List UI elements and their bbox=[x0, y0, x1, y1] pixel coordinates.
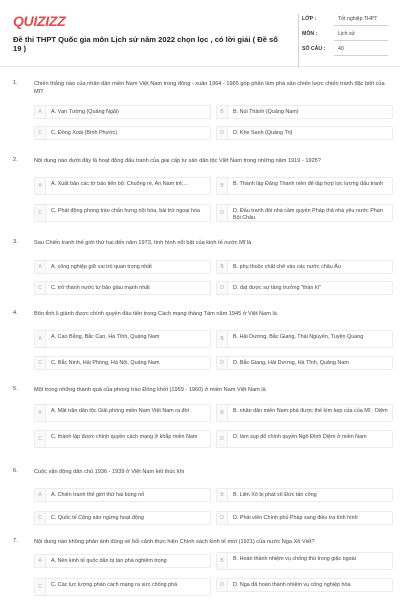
meta-row-grade bbox=[298, 14, 388, 29]
option-a[interactable]: A A. Nền kinh tế quốc dân bị tàn phá nghiêm trọng bbox=[34, 554, 211, 568]
meta-row-subject bbox=[298, 29, 388, 44]
option-d[interactable]: D D. Nga đã hoàn thành nhiệm vụ công nghiệp hóa bbox=[216, 578, 393, 592]
header-divider bbox=[0, 66, 400, 67]
meta-value: Tốt nghiệp THPT bbox=[338, 16, 378, 22]
option-c[interactable]: C C. trở thành nước tư bản giàu mạnh nhất bbox=[34, 281, 211, 295]
option-b[interactable]: B B. phụ thuộc chặt chẽ vào các nước châu Âu bbox=[216, 260, 393, 274]
option-d[interactable]: D D. đạt được sự tăng trưởng "thần kì" bbox=[216, 281, 393, 295]
option-d[interactable]: D D. làm sụp đổ chính quyền Ngô Đình Diệm ở miền Nam bbox=[216, 430, 393, 448]
question-number: 4. bbox=[13, 310, 18, 316]
question-7 bbox=[13, 538, 391, 600]
meta-value: Lịch sử bbox=[338, 31, 356, 37]
option-d[interactable]: D D. Phái viên Chính phủ Pháp sang điều tra tình hình bbox=[216, 511, 393, 525]
question-number: 3. bbox=[13, 239, 18, 245]
question-number: 7. bbox=[13, 538, 18, 544]
option-d[interactable]: D D. Khe Sanh (Quảng Trị) bbox=[216, 126, 393, 140]
question-number: 2. bbox=[13, 157, 18, 163]
option-a[interactable]: A A. công nghiệp giữ vai trò quan trọng nhất bbox=[34, 260, 211, 274]
option-a[interactable]: A A. Chiến tranh thế giới thứ hai bùng nổ bbox=[34, 488, 211, 502]
option-b[interactable]: B B. nhân dân miền Nam phá được thế kìm kẹp của của Mĩ - Diệm bbox=[216, 404, 393, 422]
option-b[interactable]: B B. Núi Thành (Quảng Nam) bbox=[216, 105, 393, 119]
option-d[interactable]: D D. Đấu tranh đòi nhà cầm quyền Pháp thả nhà yêu nước Phan Bội Châu bbox=[216, 204, 393, 222]
question-5 bbox=[13, 386, 391, 456]
question-text: Nội dung nào dưới đây là hoạt động đấu tranh của giai cấp tư sản dân tộc Việt Nam trong những năm 1919 - 1925? bbox=[34, 158, 321, 164]
meta-row-count bbox=[298, 44, 388, 59]
question-text: Cuộc vận động dân chủ 1936 - 1939 ở Việt Nam kết thúc khi bbox=[34, 469, 185, 475]
meta-value: 40 bbox=[338, 46, 344, 52]
meta-label: SỐ CÂU : bbox=[302, 46, 326, 52]
option-c[interactable]: C C. thành lập được chính quyền cách mạng ở khắp miền Nam bbox=[34, 430, 211, 448]
option-a[interactable]: A A. Xuất bản các tờ báo tiến bộ: Chuông rè, An Nam trẻ,... bbox=[34, 177, 211, 195]
question-1 bbox=[13, 80, 391, 142]
meta-label: LỚP : bbox=[302, 16, 317, 22]
question-number: 1. bbox=[13, 80, 18, 86]
option-c[interactable]: C C. Phát động phong trào chấn hưng nội hóa, bài trừ ngoại hóa bbox=[34, 204, 211, 222]
meta-label: MÔN : bbox=[302, 31, 318, 37]
question-text: Nội dung nào không phản ánh đúng về bối cảnh thực hiện Chính sách kinh tế mới (1921) của nước Nga Xô Viết? bbox=[34, 539, 315, 545]
option-c[interactable]: C C. Bắc Ninh, Hải Phòng, Hà Nội, Quảng Nam bbox=[34, 356, 211, 370]
question-text: Sau Chiến tranh thế giới thứ hai đến năm 1973, tình hình nổi bật của kinh tế nước Mĩ là bbox=[34, 240, 252, 246]
option-b[interactable]: B B. Hoàn thành nhiệm vụ chống thù trong giặc ngoài bbox=[216, 552, 393, 570]
option-b[interactable]: B B. Hải Dương, Bắc Giang, Thái Nguyên, Tuyên Quang bbox=[216, 330, 393, 348]
question-6 bbox=[13, 468, 391, 528]
worksheet-meta bbox=[298, 14, 388, 59]
option-c[interactable]: C C. Đồng Xoài (Bình Phước) bbox=[34, 126, 211, 140]
question-number: 6. bbox=[13, 468, 18, 474]
question-number: 5. bbox=[13, 386, 18, 392]
option-a[interactable]: A A. Cao Bằng, Bắc Cạn, Hà Tĩnh, Quảng Nam bbox=[34, 330, 211, 348]
option-c[interactable]: C C. Các lực lượng phản cách mạng ra sức chống phá bbox=[34, 578, 211, 596]
question-text: Chiến thắng nào của nhân dân miền Nam Việt Nam trong đông - xuân 1964 - 1965 góp phần làm phá sản chiến lược chiến tranh đặc biệt của Mĩ? bbox=[34, 81, 385, 95]
question-3 bbox=[13, 239, 391, 299]
question-4 bbox=[13, 310, 391, 376]
quizizz-logo: QUIZIZZ bbox=[13, 13, 66, 29]
option-b[interactable]: B B. Thành lập Đảng Thanh niên để tập hợp lực lượng đấu tranh bbox=[216, 177, 393, 195]
option-c[interactable]: C C. Quốc tế Cộng sản ngừng hoạt động bbox=[34, 511, 211, 525]
option-b[interactable]: B B. Liên Xô bị phát xít Đức tấn công bbox=[216, 488, 393, 502]
option-d[interactable]: D D. Bắc Giang, Hải Dương, Hà Tĩnh, Quảng Nam bbox=[216, 356, 393, 370]
question-text: Bốn tỉnh lị giành được chính quyền đầu tiên trong Cách mạng tháng Tám năm 1945 ở Việt Nam là bbox=[34, 311, 277, 317]
question-2 bbox=[13, 157, 391, 231]
worksheet-title: Đề thi THPT Quốc gia môn Lịch sử năm 2022 chọn lọc , có lời giải ( Đề số 19 ) bbox=[13, 35, 278, 53]
question-text: Một trong những thành quả của phong trào Đồng khởi (1959 - 1960) ở miền Nam Việt Nam là bbox=[34, 387, 266, 393]
option-a[interactable]: A A. Mặt trận dân tộc Giải phóng miền Nam Việt Nam ra đời bbox=[34, 404, 211, 422]
option-a[interactable]: A A. Vạn Tường (Quảng Ngãi) bbox=[34, 105, 211, 119]
